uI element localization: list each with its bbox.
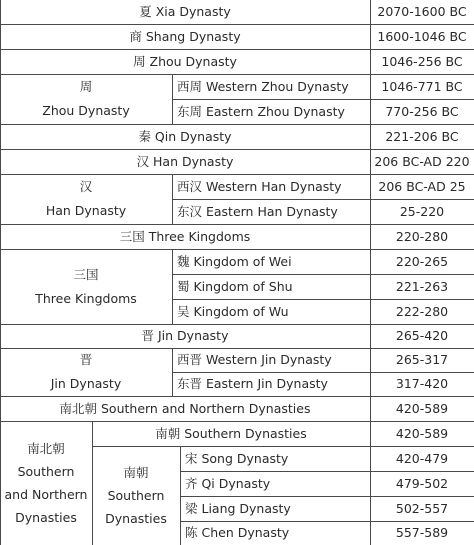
zhou-group-label <box>0 74 172 124</box>
southern-date: 420-589 <box>395 425 449 441</box>
eastern-jin-name: 东晋 Eastern Jin Dynasty <box>177 376 328 392</box>
grid-line <box>172 274 474 275</box>
three-kingdoms-name: 三国 Three Kingdoms <box>119 228 251 244</box>
snd-group-en-2: and Northern <box>4 487 88 502</box>
jin-group-en: Jin Dynasty <box>50 376 122 391</box>
zhou-group-cn: 周 <box>79 79 93 95</box>
shu-name: 蜀 Kingdom of Shu <box>177 278 293 294</box>
grid-line <box>0 396 474 397</box>
liang-name: 梁 Liang Dynasty <box>185 500 291 516</box>
eastern-han-name: 东汉 Eastern Han Dynasty <box>177 203 338 219</box>
han-date: 206 BC-AD 220 <box>374 153 470 169</box>
wei-name: 魏 Kingdom of Wei <box>177 253 292 269</box>
snd-group-en-1: Southern <box>17 463 75 479</box>
xia-name: 夏 Xia Dynasty <box>139 4 231 20</box>
wu-date: 222-280 <box>395 303 449 319</box>
grid-line <box>180 496 474 497</box>
western-jin-date: 265-317 <box>395 352 449 368</box>
jin-group-cn: 晋 <box>79 352 93 368</box>
snd-group-label <box>0 421 92 545</box>
jin-name: 晋 Jin Dynasty <box>141 328 229 344</box>
qi-date: 479-502 <box>395 475 449 491</box>
southern-name: 南朝 Southern Dynasties <box>155 425 307 441</box>
song-name: 宋 Song Dynasty <box>185 450 289 466</box>
chen-name: 陈 Chen Dynasty <box>185 525 290 541</box>
grid-line <box>0 249 474 250</box>
shu-date: 221-263 <box>395 278 449 294</box>
grid-line <box>180 521 474 522</box>
chen-date: 557-589 <box>395 525 449 541</box>
grid-line <box>92 421 93 545</box>
grid-line <box>0 49 474 50</box>
eastern-jin-date: 317-420 <box>395 376 449 392</box>
snd-name: 南北朝 Southern and Northern Dynasties <box>59 400 311 416</box>
grid-line <box>0 0 1 545</box>
snd-date: 420-589 <box>395 400 449 416</box>
grid-line <box>92 446 474 447</box>
three-kingdoms-date: 220-280 <box>395 228 449 244</box>
eastern-han-date: 25-220 <box>399 203 445 219</box>
qin-name: 秦 Qin Dynasty <box>138 128 232 144</box>
three-kingdoms-group-label <box>0 249 172 324</box>
western-han-name: 西汉 Western Han Dynasty <box>177 178 342 194</box>
grid-line <box>172 249 173 324</box>
eastern-zhou-date: 770-256 BC <box>385 103 459 119</box>
zhou-name: 周 Zhou Dynasty <box>133 53 237 69</box>
han-group-en: Han Dynasty <box>45 203 127 218</box>
snd-group-cn: 南北朝 <box>27 440 65 456</box>
sd-group-cn: 南朝 <box>123 464 149 480</box>
grid-line <box>172 372 474 373</box>
song-date: 420-479 <box>395 450 449 466</box>
jin-group-label <box>0 348 172 396</box>
zhou-group-en: Zhou Dynasty <box>42 103 130 118</box>
western-jin-name: 西晋 Western Jin Dynasty <box>177 352 332 368</box>
grid-line <box>0 348 474 349</box>
grid-line <box>172 199 474 200</box>
sd-group-en-1: Southern <box>107 487 165 503</box>
qi-name: 齐 Qi Dynasty <box>185 475 271 491</box>
snd-group-en-3: Dynasties <box>15 510 77 526</box>
xia-date: 2070-1600 BC <box>377 4 467 20</box>
han-group-label <box>0 174 172 224</box>
eastern-zhou-name: 东周 Eastern Zhou Dynasty <box>177 103 345 119</box>
jin-date: 265-420 <box>395 328 449 344</box>
han-group-cn: 汉 <box>79 179 93 195</box>
grid-line <box>172 99 474 100</box>
western-zhou-date: 1046-771 BC <box>381 78 463 94</box>
liang-date: 502-557 <box>395 500 449 516</box>
western-zhou-name: 西周 Western Zhou Dynasty <box>177 78 349 94</box>
grid-line <box>0 421 474 422</box>
grid-line <box>0 74 474 75</box>
grid-line <box>0 124 474 125</box>
grid-line <box>0 24 474 25</box>
grid-line <box>0 324 474 325</box>
wu-name: 吴 Kingdom of Wu <box>177 303 289 319</box>
southern-group-label <box>92 446 180 545</box>
grid-line <box>0 174 474 175</box>
grid-line <box>180 471 474 472</box>
sd-group-en-2: Dynasties <box>105 511 167 527</box>
zhou-date: 1046-256 BC <box>381 53 463 69</box>
shang-date: 1600-1046 BC <box>377 28 467 44</box>
grid-line <box>370 0 371 545</box>
tk-group-en: Three Kingdoms <box>35 290 137 306</box>
han-name: 汉 Han Dynasty <box>136 153 234 169</box>
shang-name: 商 Shang Dynasty <box>129 28 241 44</box>
grid-line <box>0 224 474 225</box>
qin-date: 221-206 BC <box>385 128 459 144</box>
grid-line <box>0 149 474 150</box>
wei-date: 220-265 <box>395 253 449 269</box>
tk-group-cn: 三国 <box>73 266 99 282</box>
western-han-date: 206 BC-AD 25 <box>378 178 466 194</box>
grid-line <box>172 299 474 300</box>
